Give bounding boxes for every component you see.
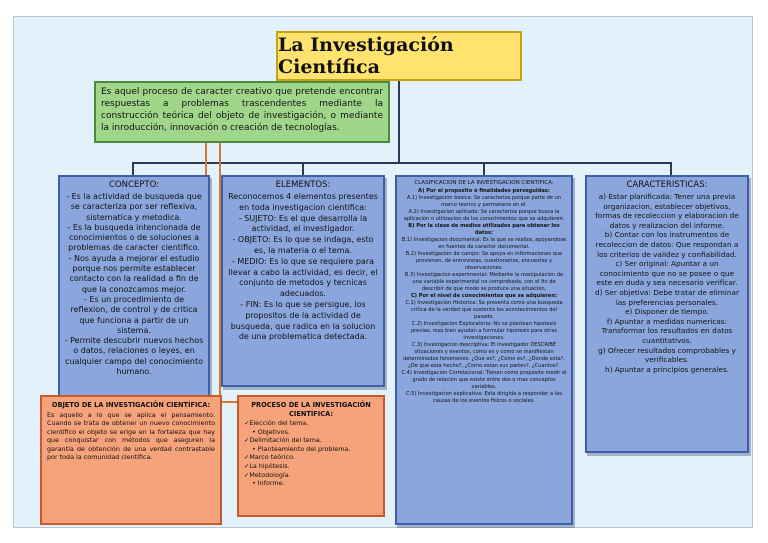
- caracteristicas-item: g) Ofrecer resultados comprobables y verificables.: [598, 345, 736, 365]
- connector-concepto: [132, 162, 134, 175]
- clasificacion-item: B.1) Investigacion documental: Es la que se realiza, apoyandose en fuentes de caracter documental.: [401, 237, 567, 250]
- connector-elementos: [302, 162, 304, 175]
- proceso-item: • Planteamiento del problema.: [252, 444, 351, 453]
- proceso-item: • Objetivos.: [252, 427, 290, 436]
- objeto-heading: OBJETO DE LA INVESTIGACIÓN CIENTÍFICA:: [51, 401, 211, 409]
- clasificacion-item: C.5) Investigacion explicativa: Esta dirigida a responder a las causas de los eventos fisicos o sociales.: [406, 391, 562, 404]
- proceso-item: ✓Metodología.: [244, 470, 291, 479]
- caracteristicas-box: [585, 175, 749, 453]
- clasificacion-item: C.4) Investigacion Correlacional: Tienen como proposito medir el grado de relacion que existe entre dos o mas conceptos variables.: [401, 370, 567, 390]
- elementos-item: - MEDIO: Es lo que se requiere para llevar a cabo la actividad, es decir, el conjunto de metodos y tecnicas adecuados.: [228, 256, 378, 299]
- connector-clasificacion: [483, 162, 485, 175]
- proceso-item: • Informe.: [252, 479, 285, 488]
- caracteristicas-item: b) Contar con los instrumentos de recoleccion de datos: Que respondan a los criterios de validez y confiabilidad.: [595, 230, 739, 259]
- caracteristicas-item: h) Apuntar a principios generales.: [604, 364, 730, 374]
- concepto-item: - Nos ayuda a mejorar el estudio porque nos permite establecer contacto con la realidad a fin de que la conozcamos mejor.: [68, 253, 200, 294]
- objeto-box: [40, 395, 222, 525]
- clasificacion-item: A.2) Investigacion aplicada: Se caracteriza porque busca la aplicacion o utilizacion de los conocimientos que se adquieren.: [403, 209, 565, 222]
- concepto-item: - Es la busqueda intencionada de conocimientos o de soluciones a problemas de caracter cientifico.: [67, 222, 201, 253]
- caracteristicas-item: c) Ser original: Apuntar a un conocimiento que no se posee o que este en duda y sea necesario verificar.: [596, 259, 738, 288]
- concepto-box: [58, 175, 210, 411]
- objeto-text: Es aquello a lo que se aplica el pensamiento. Cuando se trata de obtener un nuevo conocimiento científico el objeto se erige en la fortaleza que hay que conquistar con métodos que aseguren la garantía de obtención de una verdad contrastable por toda la comunidad científica.: [47, 410, 215, 462]
- concepto-item: - Permite descubrir nuevos hechos o datos, relaciones o leyes, en cualquier campo del conocimiento humano.: [64, 336, 204, 377]
- proceso-item: ✓Marco teórico.: [244, 453, 295, 462]
- elementos-intro: Reconocemos 4 elementos presentes en toda investigacion cientifica:: [228, 192, 378, 212]
- clasificacion-item: C.3) Investigacion descriptiva: El investigador DESCRIBE situaciones y eventos, como es y como se manifiestan determinados fenomenos. ¿Que es?, ¿Como es?, ¿Donde esta?, ¿De que esta hecho?, ¿Como estan sus partes?, ¿Cuantos?.: [403, 342, 565, 369]
- proceso-item: ✓Elección del tema.: [244, 419, 309, 427]
- caracteristicas-heading: CARACTERISTICAS:: [626, 180, 708, 190]
- caracteristicas-item: d) Ser objetiva: Debe tratar de eliminar las preferencias personales.: [594, 287, 740, 307]
- proceso-heading: PROCESO DE LA INVESTIGACIÓN CIENTÍFICA:: [251, 401, 371, 418]
- clasificacion-box: [395, 175, 573, 525]
- elementos-item: - FIN: Es lo que se persigue, los propositos de la actividad de busqueda, que radica en la solucion de una problematica detectada.: [230, 299, 376, 342]
- caracteristicas-item: f) Apuntar a medidas numericas: Transformar los resultados en datos cuantitativos.: [601, 316, 733, 345]
- proceso-box: [237, 395, 385, 517]
- clasificacion-item: C.2) Investigacion Exploratoria: No se plantean hipotesis previas, mas bien ayudan a formular hipotesis para otras investigaciones.: [410, 321, 558, 341]
- clasificacion-item: B.2) Investigacion de campo: Se apoya en informaciones que provienen, de entrevistas, cuestionarios, encuestas y observaciones.: [405, 251, 563, 271]
- definition-box: Es aquel proceso de caracter creativo que pretende encontrar respuestas a problemas trascendentes mediante la construcción teórica del objeto de investigación, o mediante la inroducción, innovación o creación de tecnologías.: [94, 81, 390, 143]
- diagram-canvas: [13, 16, 753, 528]
- connector-title-down: [398, 81, 400, 163]
- elementos-item: - OBJETO: Es lo que se indaga, esto es, la materia o el tema.: [232, 235, 374, 255]
- elementos-item: - SUJETO: Es el que desarrolla la actividad, el investigador.: [238, 213, 368, 234]
- elementos-box: [221, 175, 385, 387]
- elementos-heading: ELEMENTOS:: [275, 180, 331, 190]
- clasificacion-item: B.3) Investigacion experimental: Mediante la manipulacion de una variable experimental no comprobada, con el fin de describir de que modo se produce una situacion.: [404, 272, 564, 292]
- caracteristicas-item: a) Estar planificada: Tener una previa organizacion, establecer objetivos, formas de recoleccion y elaboracion de datos y realizacion del informe.: [595, 192, 739, 230]
- clasificacion-item: A) Por el proposito o finalidades perseguidas:: [418, 188, 550, 194]
- proceso-item: ✓La hipótesis.: [244, 461, 290, 470]
- clasificacion-item: C) Por el nivel de conocimientos que se adquieren:: [410, 293, 558, 299]
- concepto-heading: CONCEPTO:: [108, 180, 159, 190]
- concepto-item: - Es un procedimiento de reflexion, de control y de critica que funciona a partir de un sistema.: [70, 294, 198, 335]
- concepto-item: - Es la actividad de busqueda que se caracteriza por ser reflexiva, sistematica y metodica.: [66, 192, 202, 222]
- clasificacion-item: C.1) Investigacion Historica: Se presenta como una busqueda critica de la verdad que sustenta los acontecimientos del pasado.: [405, 300, 563, 320]
- caracteristicas-item: e) Disponer de tiempo.: [625, 307, 709, 317]
- clasificacion-heading: CLASIFICACION DE LA INVESTIGACION CIENTIFICA:: [414, 180, 554, 186]
- proceso-item: ✓Delimitación del tema.: [244, 436, 322, 445]
- connector-caracteristicas: [670, 162, 672, 175]
- connector-horizontal: [132, 162, 672, 164]
- clasificacion-item: B) Por la clase de medios utilizados para obtener los datos:: [408, 223, 560, 236]
- clasificacion-item: A.1) Investigacion basica: Se caracteriza porque parte de un marco teorico y permanece en el.: [406, 195, 562, 208]
- page-title: La Investigación Científica: [276, 31, 522, 81]
